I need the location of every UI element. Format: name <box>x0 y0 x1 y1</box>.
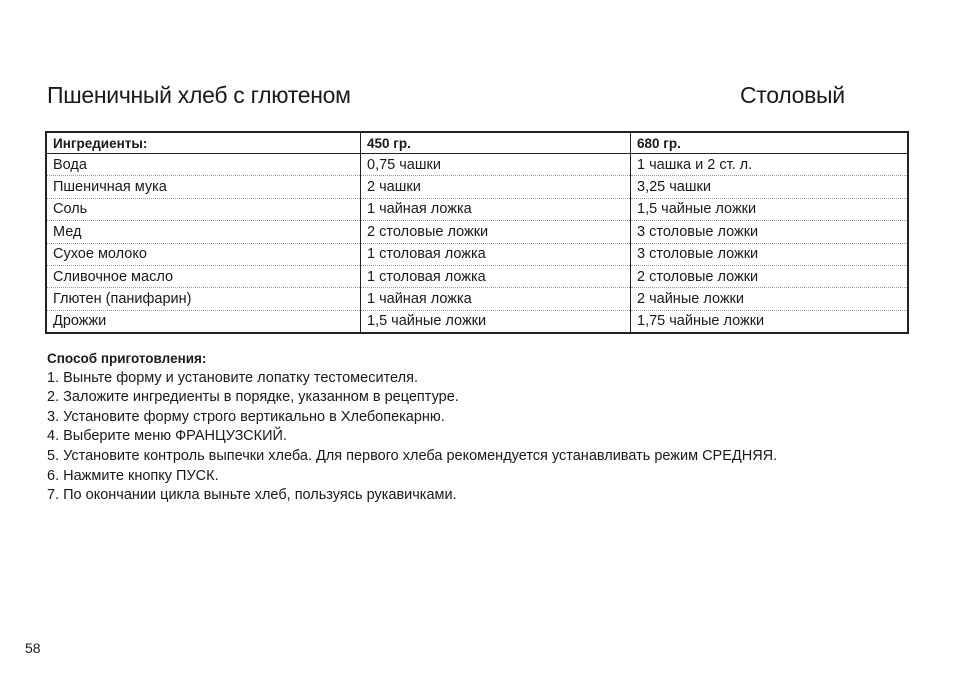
method-step: 3. Установите форму строго вертикально в Хлебопекарню. <box>47 408 445 425</box>
ingredient-name: Соль <box>46 198 361 220</box>
amount-450: 1 столовая ложка <box>361 265 631 287</box>
method-step: 7. По окончании цикла выньте хлеб, пользуясь рукавичками. <box>47 487 457 504</box>
method-step: 5. Установите контроль выпечки хлеба. Для первого хлеба рекомендуется устанавливать режим СРЕДНЯЯ. <box>47 447 778 464</box>
amount-680: 1,75 чайные ложки <box>631 310 909 333</box>
method-step: 4. Выберите меню ФРАНЦУЗСКИЙ. <box>47 428 287 445</box>
amount-450: 1 столовая ложка <box>361 243 631 265</box>
table-row <box>46 243 908 265</box>
amount-450: 1 чайная ложка <box>361 288 631 310</box>
ingredient-name: Вода <box>46 154 361 176</box>
method-step: 2. Заложите ингредиенты в порядке, указанном в рецептуре. <box>47 389 459 406</box>
method-heading: Способ приготовления: <box>47 351 207 366</box>
amount-450: 1 чайная ложка <box>361 198 631 220</box>
amount-680: 3 столовые ложки <box>631 221 909 243</box>
amount-680: 2 столовые ложки <box>631 265 909 287</box>
amount-450: 2 столовые ложки <box>361 221 631 243</box>
table-row <box>46 154 908 176</box>
header-450: 450 гр. <box>361 132 631 154</box>
table-row <box>46 198 908 220</box>
ingredient-name: Дрожжи <box>46 310 361 333</box>
amount-680: 1,5 чайные ложки <box>631 198 909 220</box>
table-row <box>46 221 908 243</box>
table-row <box>46 310 908 333</box>
ingredient-name: Сливочное масло <box>46 265 361 287</box>
page-number: 58 <box>25 640 41 656</box>
header-ingredients: Ингредиенты: <box>46 132 361 154</box>
page-title: Пшеничный хлеб с глютеном <box>47 82 351 108</box>
table-row <box>46 288 908 310</box>
ingredients-table <box>45 131 909 334</box>
amount-450: 0,75 чашки <box>361 154 631 176</box>
amount-680: 3,25 чашки <box>631 176 909 198</box>
amount-680: 1 чашка и 2 ст. л. <box>631 154 909 176</box>
method-step: 1. Выньте форму и установите лопатку тестомесителя. <box>47 369 418 386</box>
method-section <box>47 349 777 506</box>
ingredient-name: Глютен (панифарин) <box>46 288 361 310</box>
amount-450: 2 чашки <box>361 176 631 198</box>
method-step: 6. Нажмите кнопку ПУСК. <box>47 467 219 484</box>
table-row <box>46 176 908 198</box>
ingredient-name: Сухое молоко <box>46 243 361 265</box>
amount-680: 3 столовые ложки <box>631 243 909 265</box>
table-row <box>46 265 908 287</box>
bread-category: Столовый <box>740 82 845 108</box>
ingredient-name: Пшеничная мука <box>46 176 361 198</box>
amount-450: 1,5 чайные ложки <box>361 310 631 333</box>
amount-680: 2 чайные ложки <box>631 288 909 310</box>
ingredient-name: Мед <box>46 221 361 243</box>
table-header-row <box>46 132 908 154</box>
header-680: 680 гр. <box>631 132 909 154</box>
